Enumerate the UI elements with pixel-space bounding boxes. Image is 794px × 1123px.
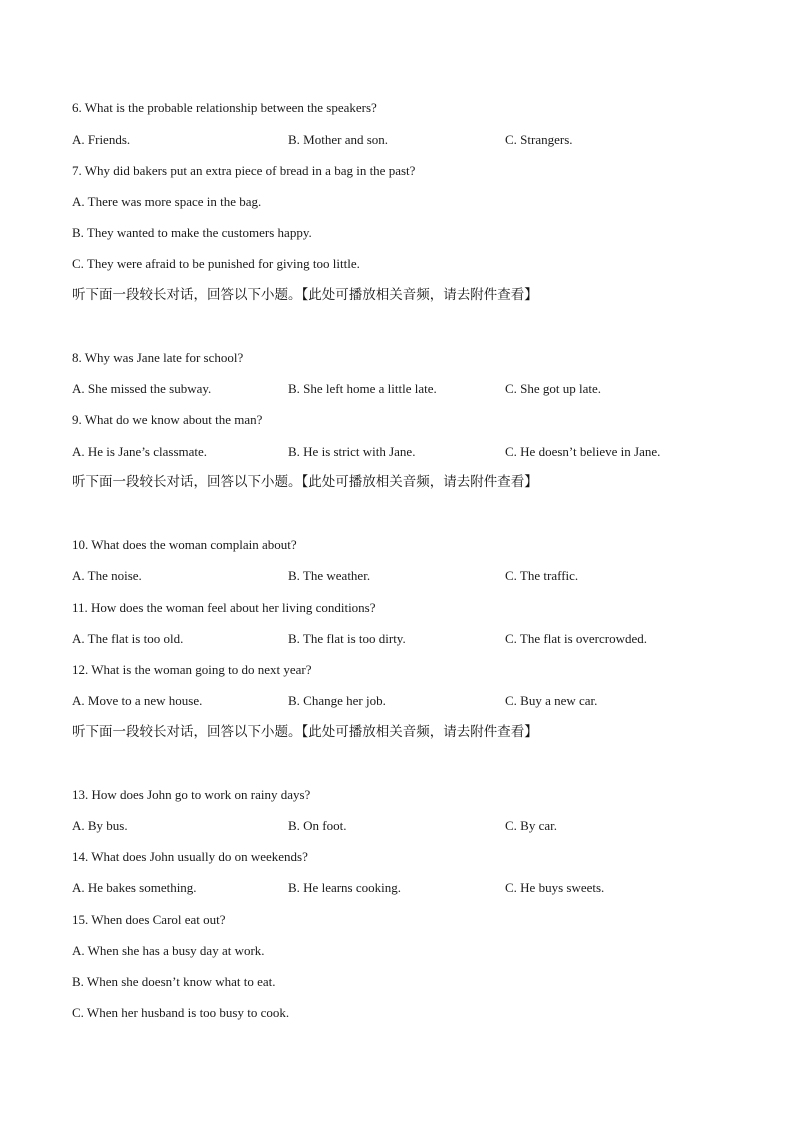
listening-instruction: 听下面一段较长对话，回答以下小题。【此处可播放相关音频，请去附件查看】 <box>72 474 538 490</box>
question-11-stem: 11. How does the woman feel about her living conditions? <box>72 600 376 615</box>
question-14-option-b: B. He learns cooking. <box>288 880 402 895</box>
question-6-option-b: B. Mother and son. <box>288 132 389 147</box>
question-15-option-c: C. When her husband is too busy to cook. <box>72 1005 290 1020</box>
question-14-option-a: A. He bakes something. <box>72 880 197 895</box>
question-13-option-b: B. On foot. <box>288 818 347 833</box>
question-13-option-c: C. By car. <box>505 818 557 833</box>
question-11-option-c: C. The flat is overcrowded. <box>505 631 647 646</box>
question-8-option-c: C. She got up late. <box>505 381 602 396</box>
question-7-stem: 7. Why did bakers put an extra piece of bread in a bag in the past? <box>72 163 416 178</box>
question-6-stem: 6. What is the probable relationship between the speakers? <box>72 100 377 115</box>
question-9-stem: 9. What do we know about the man? <box>72 412 263 427</box>
question-7-option-b: B. They wanted to make the customers happy. <box>72 225 312 240</box>
question-14-option-c: C. He buys sweets. <box>505 880 605 895</box>
question-12-stem: 12. What is the woman going to do next year? <box>72 662 312 677</box>
question-11-option-a: A. The flat is too old. <box>72 631 184 646</box>
question-14-stem: 14. What does John usually do on weekends? <box>72 849 308 864</box>
question-6-option-c: C. Strangers. <box>505 132 573 147</box>
listening-instruction: 听下面一段较长对话，回答以下小题。【此处可播放相关音频，请去附件查看】 <box>72 287 538 303</box>
question-15-option-b: B. When she doesn’t know what to eat. <box>72 974 276 989</box>
question-7-option-c: C. They were afraid to be punished for giving too little. <box>72 256 360 271</box>
question-8-stem: 8. Why was Jane late for school? <box>72 350 244 365</box>
question-10-option-a: A. The noise. <box>72 568 142 583</box>
question-9-option-c: C. He doesn’t believe in Jane. <box>505 444 661 459</box>
question-6-option-a: A. Friends. <box>72 132 131 147</box>
question-15-stem: 15. When does Carol eat out? <box>72 912 226 927</box>
question-10-stem: 10. What does the woman complain about? <box>72 537 297 552</box>
question-8-option-a: A. She missed the subway. <box>72 381 212 396</box>
question-11-option-b: B. The flat is too dirty. <box>288 631 406 646</box>
question-13-option-a: A. By bus. <box>72 818 128 833</box>
question-12-option-b: B. Change her job. <box>288 693 386 708</box>
question-7-option-a: A. There was more space in the bag. <box>72 194 262 209</box>
listening-instruction: 听下面一段较长对话，回答以下小题。【此处可播放相关音频，请去附件查看】 <box>72 724 538 740</box>
question-10-option-c: C. The traffic. <box>505 568 579 583</box>
question-12-option-a: A. Move to a new house. <box>72 693 203 708</box>
question-8-option-b: B. She left home a little late. <box>288 381 437 396</box>
question-9-option-a: A. He is Jane’s classmate. <box>72 444 208 459</box>
question-12-option-c: C. Buy a new car. <box>505 693 598 708</box>
question-10-option-b: B. The weather. <box>288 568 371 583</box>
question-15-option-a: A. When she has a busy day at work. <box>72 943 265 958</box>
question-13-stem: 13. How does John go to work on rainy days? <box>72 787 311 802</box>
question-9-option-b: B. He is strict with Jane. <box>288 444 416 459</box>
